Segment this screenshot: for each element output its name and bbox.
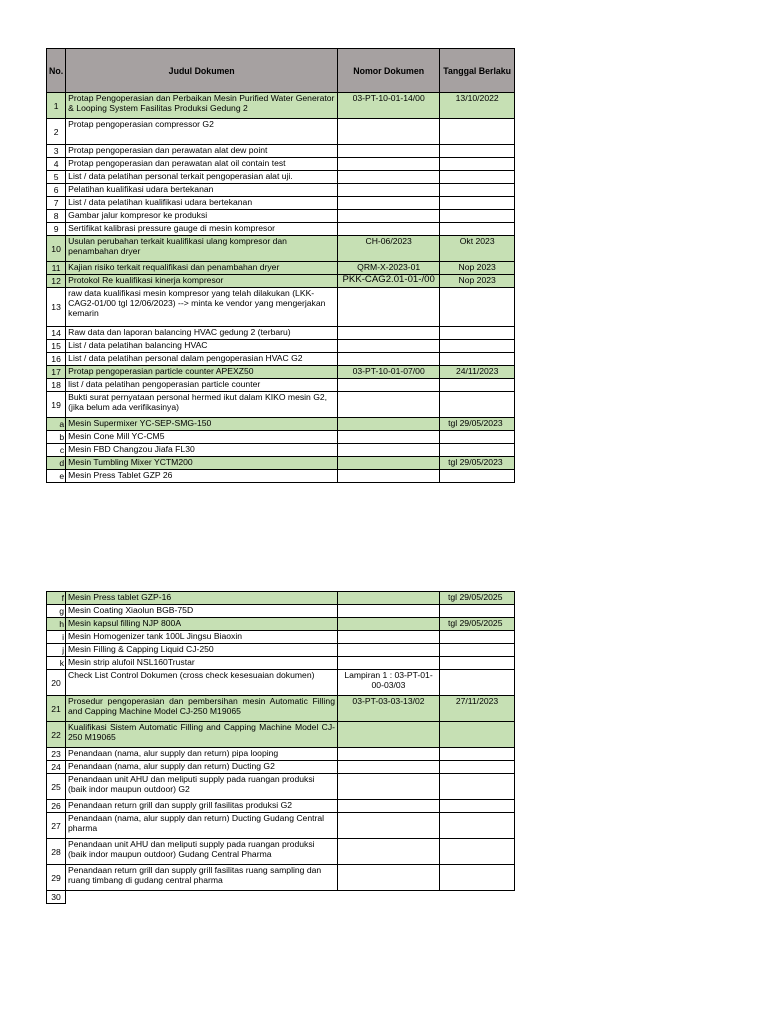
document-title: List / data pelatihan personal dalam pengoperasian HVAC G2 [66,353,338,366]
row-number: 2 [47,119,66,145]
document-number [338,288,440,327]
table-row [47,813,515,839]
row-number: 23 [47,748,66,761]
valid-date [440,644,515,657]
valid-date [440,444,515,457]
document-title: Mesin kapsul filling NJP 800A [66,618,338,631]
row-number: h [47,618,66,631]
document-number: 03-PT-10-01-07/00 [338,366,440,379]
table-row [47,184,515,197]
document-number [338,865,440,891]
document-title: Mesin strip alufoil NSL160Trustar [66,657,338,670]
valid-date: Nop 2023 [440,275,515,288]
document-title: Pelatihan kualifikasi udara bertekanan [66,184,338,197]
header-title: Judul Dokumen [66,49,338,93]
table-row [47,158,515,171]
table-row [47,592,515,605]
table-row [47,631,515,644]
valid-date: tgl 29/05/2025 [440,618,515,631]
valid-date [440,722,515,748]
document-number [338,592,440,605]
table-row [47,392,515,418]
document-title: Protap pengoperasian dan perawatan alat dew point [66,145,338,158]
document-number: CH-06/2023 [338,236,440,262]
row-number: a [47,418,66,431]
document-number [338,353,440,366]
document-title: Penandaan (nama, alur supply dan return) Ducting G2 [66,761,338,774]
valid-date [440,210,515,223]
row-number: g [47,605,66,618]
row-number: 29 [47,865,66,891]
row-number: e [47,470,66,483]
document-number [338,431,440,444]
row-number: 10 [47,236,66,262]
document-title: Protap pengoperasian dan perawatan alat oil contain test [66,158,338,171]
row-number: 4 [47,158,66,171]
table-row [47,444,515,457]
valid-date: Okt 2023 [440,236,515,262]
table-row [47,618,515,631]
row-number: 19 [47,392,66,418]
valid-date [440,865,515,891]
document-title: Mesin Supermixer YC-SEP-SMG-150 [66,418,338,431]
valid-date [440,197,515,210]
document-number [338,839,440,865]
document-number: 03-PT-10-01-14/00 [338,93,440,119]
valid-date [440,657,515,670]
document-title: Penandaan return grill dan supply grill fasilitas produksi G2 [66,800,338,813]
document-number [338,145,440,158]
table-row [47,119,515,145]
row-number: 7 [47,197,66,210]
document-title: Prosedur pengoperasian dan pembersihan mesin Automatic Filling and Capping Machine Model CJ-250 M19065 [66,696,338,722]
document-title: Bukti surat pernyataan personal hermed ikut dalam KIKO mesin G2, (jika belum ada verifikasinya) [66,392,338,418]
row-number: 5 [47,171,66,184]
document-title: Protap Pengoperasian dan Perbaikan Mesin Purified Water Generator & Looping System Fasilitas Produksi Gedung 2 [66,93,338,119]
document-number [338,171,440,184]
row-number: 26 [47,800,66,813]
document-number [338,197,440,210]
document-number: PKK-CAG2.01-01-/00 [338,275,440,288]
table-row [47,340,515,353]
valid-date [440,379,515,392]
row-number: 9 [47,223,66,236]
table-row [47,839,515,865]
document-title: Mesin Filling & Capping Liquid CJ-250 [66,644,338,657]
table-row [47,657,515,670]
table-row [47,353,515,366]
valid-date [440,605,515,618]
table-row [47,748,515,761]
valid-date [440,171,515,184]
document-title: Protokol Re kualifikasi kinerja kompresor [66,275,338,288]
valid-date [440,119,515,145]
document-title: raw data kualifikasi mesin kompresor yang telah dilakukan (LKK-CAG2-01/00 tgl 12/06/2023) --> minta ke vendor yang mengerjakan kemarin [66,288,338,327]
table-row [47,644,515,657]
row-number: 27 [47,813,66,839]
header-doc-number: Nomor Dokumen [338,49,440,93]
row-number: 28 [47,839,66,865]
document-title: list / data pelatihan pengoperasian particle counter [66,379,338,392]
document-number [338,748,440,761]
table-row [47,288,515,327]
row-number: 14 [47,327,66,340]
document-title: Penandaan (nama, alur supply dan return) pipa looping [66,748,338,761]
row-number: 11 [47,262,66,275]
document-title: List / data pelatihan personal terkait pengoperasian alat uji. [66,171,338,184]
document-number [338,327,440,340]
document-number [338,392,440,418]
document-number [338,891,440,904]
row-number: i [47,631,66,644]
document-title: Mesin Cone Mill YC-CM5 [66,431,338,444]
row-number: 30 [47,891,66,904]
document-number [338,774,440,800]
valid-date [440,392,515,418]
document-number [338,470,440,483]
document-number [338,418,440,431]
document-number [338,644,440,657]
valid-date: tgl 29/05/2025 [440,592,515,605]
document-number [338,618,440,631]
row-number: 8 [47,210,66,223]
table-row [47,275,515,288]
document-number [338,444,440,457]
document-number [338,379,440,392]
table-row [47,145,515,158]
row-number: j [47,644,66,657]
table-row [47,171,515,184]
row-number: 24 [47,761,66,774]
row-number: 3 [47,145,66,158]
table-row [47,457,515,470]
document-number [338,210,440,223]
document-title: Kajian risiko terkait requalifikasi dan penambahan dryer [66,262,338,275]
document-title: Raw data dan laporan balancing HVAC gedung 2 (terbaru) [66,327,338,340]
document-number [338,340,440,353]
valid-date [440,670,515,696]
valid-date [440,891,515,904]
table-row [47,761,515,774]
row-number: b [47,431,66,444]
document-number [338,158,440,171]
valid-date: Nop 2023 [440,262,515,275]
valid-date [440,800,515,813]
document-number [338,722,440,748]
valid-date [440,748,515,761]
table-row [47,470,515,483]
table-row [47,774,515,800]
document-title: Penandaan unit AHU dan meliputi supply pada ruangan produksi (baik indor maupun outdoor) G2 [66,774,338,800]
row-number: 25 [47,774,66,800]
valid-date: 24/11/2023 [440,366,515,379]
valid-date [440,470,515,483]
table-row [47,93,515,119]
valid-date [440,184,515,197]
document-title: Mesin FBD Changzou Jiafa FL30 [66,444,338,457]
document-title: Kualifikasi Sistem Automatic Filling and Capping Machine Model CJ-250 M19065 [66,722,338,748]
valid-date [440,761,515,774]
document-number: 03-PT-03-03-13/02 [338,696,440,722]
valid-date [440,145,515,158]
table-row [47,696,515,722]
table-row [47,670,515,696]
header-valid-date: Tanggal Berlaku [440,49,515,93]
document-title: Mesin Tumbling Mixer YCTM200 [66,457,338,470]
table-row [47,327,515,340]
document-number [338,631,440,644]
row-number: 18 [47,379,66,392]
row-number: 15 [47,340,66,353]
document-number [338,657,440,670]
valid-date: 27/11/2023 [440,696,515,722]
row-number: k [47,657,66,670]
table-row [47,891,515,904]
row-number: d [47,457,66,470]
document-title: Penandaan unit AHU dan meliputi supply pada ruangan produksi (baik indor maupun outdoor) Gudang Central Pharma [66,839,338,865]
valid-date [440,223,515,236]
document-title: Mesin Press tablet GZP-16 [66,592,338,605]
document-number [338,813,440,839]
document-title: Check List Control Dokumen (cross check kesesuaian dokumen) [66,670,338,696]
document-title: Protap pengoperasian particle counter APEXZ50 [66,366,338,379]
document-number: Lampiran 1 : 03-PT-01-00-03/03 [338,670,440,696]
row-number: f [47,592,66,605]
valid-date [440,631,515,644]
row-number: 16 [47,353,66,366]
document-title: Mesin Homogenizer tank 100L Jingsu Biaoxin [66,631,338,644]
valid-date [440,288,515,327]
document-number: QRM-X-2023-01 [338,262,440,275]
table-row [47,605,515,618]
valid-date [440,158,515,171]
valid-date [440,839,515,865]
row-number: 12 [47,275,66,288]
document-table-2 [46,591,515,904]
table-row [47,210,515,223]
table-row [47,865,515,891]
table-row [47,262,515,275]
table-row [47,379,515,392]
row-number: 17 [47,366,66,379]
row-number: 22 [47,722,66,748]
valid-date: tgl 29/05/2023 [440,418,515,431]
document-title: Mesin Press Tablet GZP 26 [66,470,338,483]
document-title: List / data pelatihan kualifikasi udara bertekanan [66,197,338,210]
document-title: Sertifikat kalibrasi pressure gauge di mesin kompresor [66,223,338,236]
table-row [47,800,515,813]
document-table-1 [46,48,515,483]
row-number: 13 [47,288,66,327]
document-title: Gambar jalur kompresor ke produksi [66,210,338,223]
document-title: Penandaan return grill dan supply grill fasilitas ruang sampling dan ruang timbang di gudang central pharma [66,865,338,891]
valid-date [440,774,515,800]
valid-date [440,431,515,444]
row-number: 6 [47,184,66,197]
valid-date: tgl 29/05/2023 [440,457,515,470]
document-number [338,184,440,197]
document-title: Mesin Coating Xiaolun BGB-75D [66,605,338,618]
document-title [66,891,338,904]
document-number [338,761,440,774]
row-number: 20 [47,670,66,696]
document-title: Usulan perubahan terkait kualifikasi ulang kompresor dan penambahan dryer [66,236,338,262]
document-title: Penandaan (nama, alur supply dan return) Ducting Gudang Central pharma [66,813,338,839]
table-row [47,236,515,262]
table-row [47,722,515,748]
row-number: c [47,444,66,457]
table-row [47,431,515,444]
table-row [47,197,515,210]
valid-date: 13/10/2022 [440,93,515,119]
table-row [47,418,515,431]
valid-date [440,340,515,353]
document-number [338,457,440,470]
row-number: 1 [47,93,66,119]
valid-date [440,327,515,340]
valid-date [440,813,515,839]
table-row [47,366,515,379]
document-number [338,119,440,145]
header-no: No. [47,49,66,93]
table-row [47,223,515,236]
row-number: 21 [47,696,66,722]
document-title: Protap pengoperasian compressor G2 [66,119,338,145]
document-title: List / data pelatihan balancing HVAC [66,340,338,353]
document-number [338,800,440,813]
valid-date [440,353,515,366]
document-number [338,223,440,236]
document-number [338,605,440,618]
